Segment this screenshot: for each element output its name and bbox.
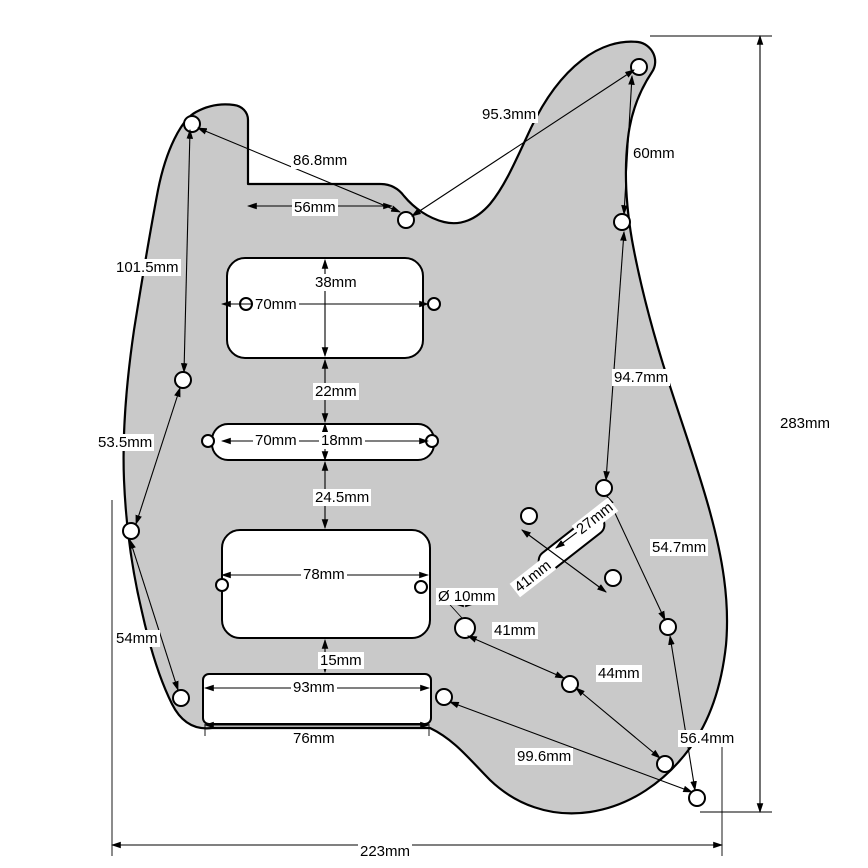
- dimension-label-70-middle: 70mm: [255, 432, 297, 449]
- dimension-label-44: 44mm: [598, 665, 640, 682]
- dimension-label-41-pot: 41mm: [494, 622, 536, 639]
- slot-screw-hole: [521, 508, 537, 524]
- dimension-label-101-5: 101.5mm: [116, 259, 179, 276]
- mounting-hole: [216, 579, 228, 591]
- dimension-label-78: 78mm: [303, 566, 345, 583]
- dimension-label-54-7: 54.7mm: [652, 539, 707, 556]
- screw-hole: [436, 689, 452, 705]
- dimension-label-93: 93mm: [293, 679, 335, 696]
- dimension-label-overall-height: 283mm: [780, 415, 831, 432]
- dimension-label-70-neck: 70mm: [255, 296, 297, 313]
- screw-hole: [562, 676, 578, 692]
- dimension-label-38: 38mm: [315, 274, 357, 291]
- screw-hole: [184, 116, 200, 132]
- screw-hole: [175, 372, 191, 388]
- dimension-label-56-4: 56.4mm: [680, 730, 735, 747]
- screw-hole: [657, 756, 673, 772]
- dimension-label-94-7: 94.7mm: [614, 369, 669, 386]
- screw-hole: [173, 690, 189, 706]
- dimension-label-22: 22mm: [315, 383, 357, 400]
- dimension-label-overall-width: 223mm: [360, 843, 411, 860]
- dimension-label-76: 76mm: [293, 730, 335, 747]
- mounting-hole: [428, 298, 440, 310]
- screw-hole: [123, 523, 139, 539]
- dimension-label-27: 27mm: [573, 498, 617, 539]
- mounting-hole: [415, 581, 427, 593]
- dimension-label-15: 15mm: [320, 652, 362, 669]
- dimension-label-60: 60mm: [633, 145, 675, 162]
- screw-hole: [689, 790, 705, 806]
- dimension-label-18: 18mm: [321, 432, 363, 449]
- screw-hole: [596, 480, 612, 496]
- screw-hole: [660, 619, 676, 635]
- screw-hole: [614, 214, 630, 230]
- dimension-label-86-8: 86.8mm: [293, 152, 348, 169]
- dimension-label-53-5: 53.5mm: [98, 434, 153, 451]
- bridge-humbucker-cutout: [222, 530, 430, 638]
- dimension-label-24-5: 24.5mm: [315, 489, 370, 506]
- screw-hole: [631, 59, 647, 75]
- dimension-label-54: 54mm: [116, 630, 158, 647]
- dimension-label-99-6: 99.6mm: [517, 748, 572, 765]
- slot-screw-hole: [605, 570, 621, 586]
- dimension-label-41-slot: 41mm: [511, 556, 555, 597]
- dimension-label-hole-diameter: Ø 10mm: [438, 588, 496, 605]
- dimension-label-56: 56mm: [294, 199, 336, 216]
- screw-hole: [398, 212, 414, 228]
- pot-hole: [455, 618, 475, 638]
- mounting-hole: [202, 435, 214, 447]
- dimension-label-95-3: 95.3mm: [482, 106, 537, 123]
